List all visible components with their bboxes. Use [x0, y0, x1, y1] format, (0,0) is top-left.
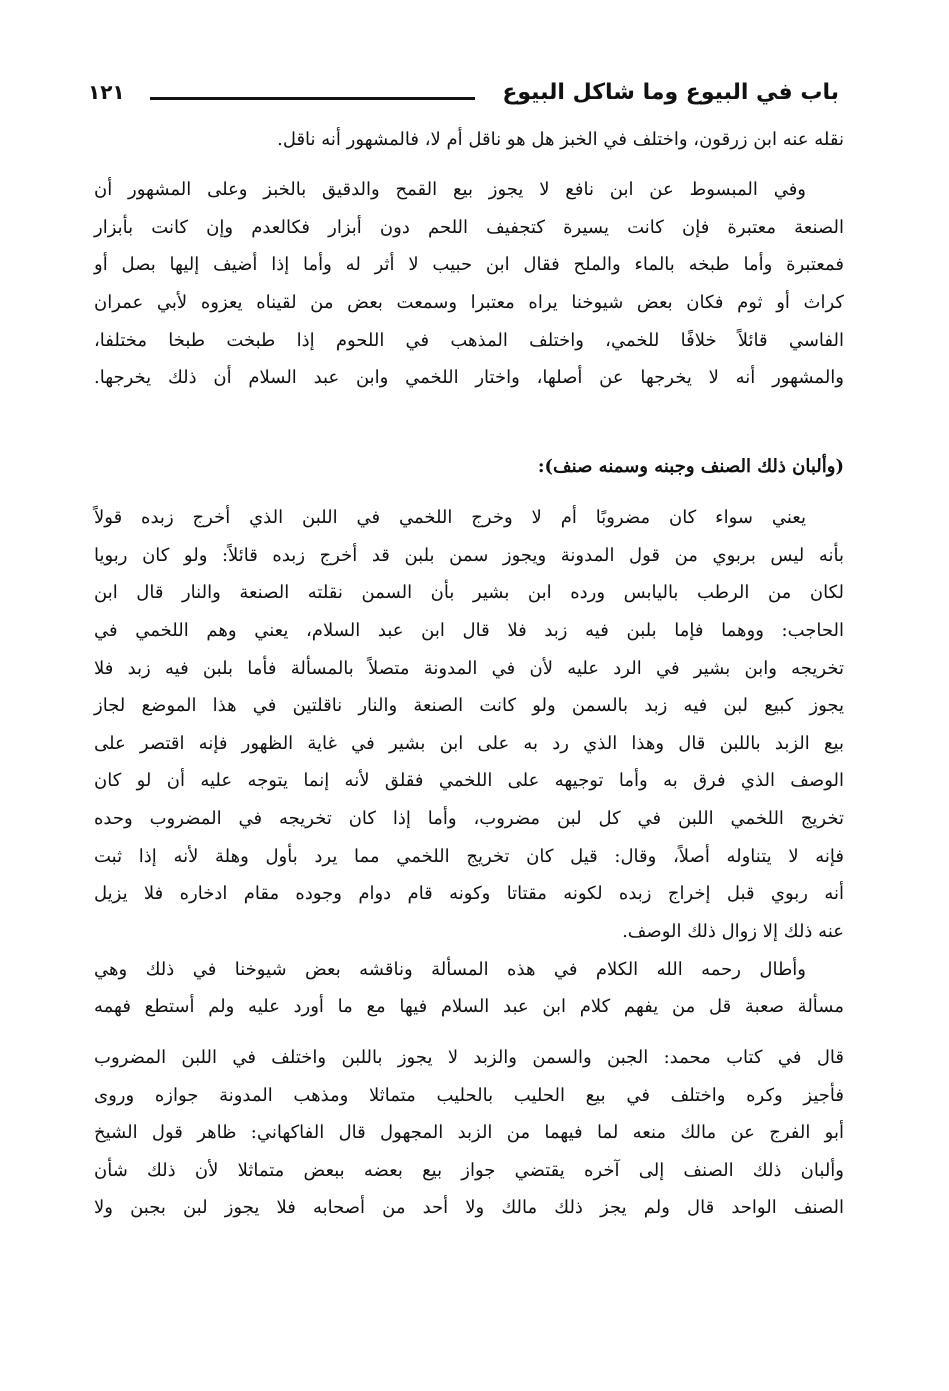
text-line: كراث أو ثوم فكان بعض شيوخنا يراه معتبرا وسمعت بعض من لقيناه يعزوه لأبي عمران [94, 292, 844, 313]
text-line: الفاسي قائلاً خلافًا للخمي، واختلف المذهب في اللحوم إذا طبخت طبخا مختلفا، [94, 330, 844, 351]
text-line: الوصف الذي فرق به وأما توجيهه على اللخمي فقلق لأنه إنما يتوجه عليه أن لو كان [94, 770, 844, 791]
text-line: قال في كتاب محمد: الجبن والسمن والزبد لا يجوز باللبن واختلف في اللبن المضروب [94, 1047, 844, 1068]
text-line: تخريج اللخمي اللبن في كل لبن مضروب، وأما إذا كان تخريجه في المضروب وحده [94, 808, 844, 829]
section-heading: (وألبان ذلك الصنف وجبنه وسمنه صنف): [537, 456, 844, 477]
text-line: يجوز كبيع لبن فيه زبد بالسمن ولو كانت الصنعة والنار ناقلتين في هذا الموضع لجاز [94, 695, 844, 716]
text-line: وفي المبسوط عن ابن نافع لا يجوز بيع القمح والدقيق بالخبز وعلى المشهور أن [94, 179, 806, 200]
chapter-title: باب في البيوع وما شاكل البيوع [502, 80, 839, 105]
text-line: أبو الفرج عن مالك منعه لما فيهما من الزبد المجهول قال الفاكهاني: ظاهر قول الشيخ [94, 1122, 844, 1143]
text-line: فأجيز وكره واختلف في بيع الحليب بالحليب متماثلا ومذهب المدونة جوازه وروى [94, 1085, 844, 1106]
text-line: الصنعة معتبرة فإن كانت يسيرة كتجفيف اللحم دون أبزار فكالعدم وإن كانت بأبزار [94, 217, 844, 238]
text-line: وأطال رحمه الله الكلام في هذه المسألة وناقشه بعض شيوخنا في ذلك وهي [94, 959, 806, 980]
header-rule [150, 97, 475, 100]
text-line: مسألة صعبة قل من يفهم كلام ابن عبد السلام فيها مع ما أورد عليه ولم أستطع فهمه [94, 996, 844, 1017]
text-line: بأنه ليس بربوي من قول المدونة ويجوز سمن بلبن قد أخرج زبده قائلاً: ولو كان ربويا [94, 545, 844, 566]
text-line: نقله عنه ابن زرقون، واختلف في الخبز هل هو ناقل أم لا، فالمشهور أنه ناقل. [277, 129, 844, 150]
text-line: وألبان ذلك الصنف إلى آخره يقتضي جواز بيع بعضه ببعض متماثلا لأن ذلك شأن [94, 1160, 844, 1181]
text-line: فإنه لا يتناوله أصلاً، وقال: قيل كان تخريج اللخمي مما يرد بأول وهلة لأنه إذا ثبت [94, 846, 844, 867]
text-line: يعني سواء كان مضروبًا أم لا وخرج اللخمي في اللبن الذي أخرج زبده قولاً [94, 507, 806, 528]
text-line: لكان من الرطب باليابس ورده ابن بشير بأن السمن نقلته الصنعة والنار قال ابن [94, 582, 844, 603]
page-number: ١٢١ [88, 80, 125, 104]
text-line: فمعتبرة وأما طبخه بالماء والملح فقال ابن حبيب لا أثر له وأما إذا أضيف إليها بصل أو [94, 254, 844, 275]
text-line: أنه ربوي قبل إخراج زبده لكونه مقتاتا وكونه قام دوام وجوده مقام ادخاره فلا يزيل [94, 883, 844, 904]
text-line: الصنف الواحد قال ولم يجز ذلك مالك ولا أحد من أصحابه فلا يجوز لبن بجبن ولا [94, 1197, 844, 1218]
text-line: تخريجه وابن بشير في الرد عليه لأن في المدونة متصلاً بالمسألة فأما بلبن فيه زبد فلا [94, 658, 844, 679]
text-line: عنه ذلك إلا زوال ذلك الوصف. [622, 921, 844, 942]
text-line: الحاجب: ووهما فإما بلبن فيه زبد فلا قال ابن عبد السلام، يعني وهم اللخمي في [94, 620, 844, 641]
text-line: بيع الزبد باللبن قال وهذا الذي رد به على ابن بشير في غاية الظهور فإنه اقتصر على [94, 733, 844, 754]
text-line: والمشهور أنه لا يخرجها عن أصلها، واختار اللخمي وابن عبد السلام أن ذلك يخرجها. [94, 367, 844, 388]
